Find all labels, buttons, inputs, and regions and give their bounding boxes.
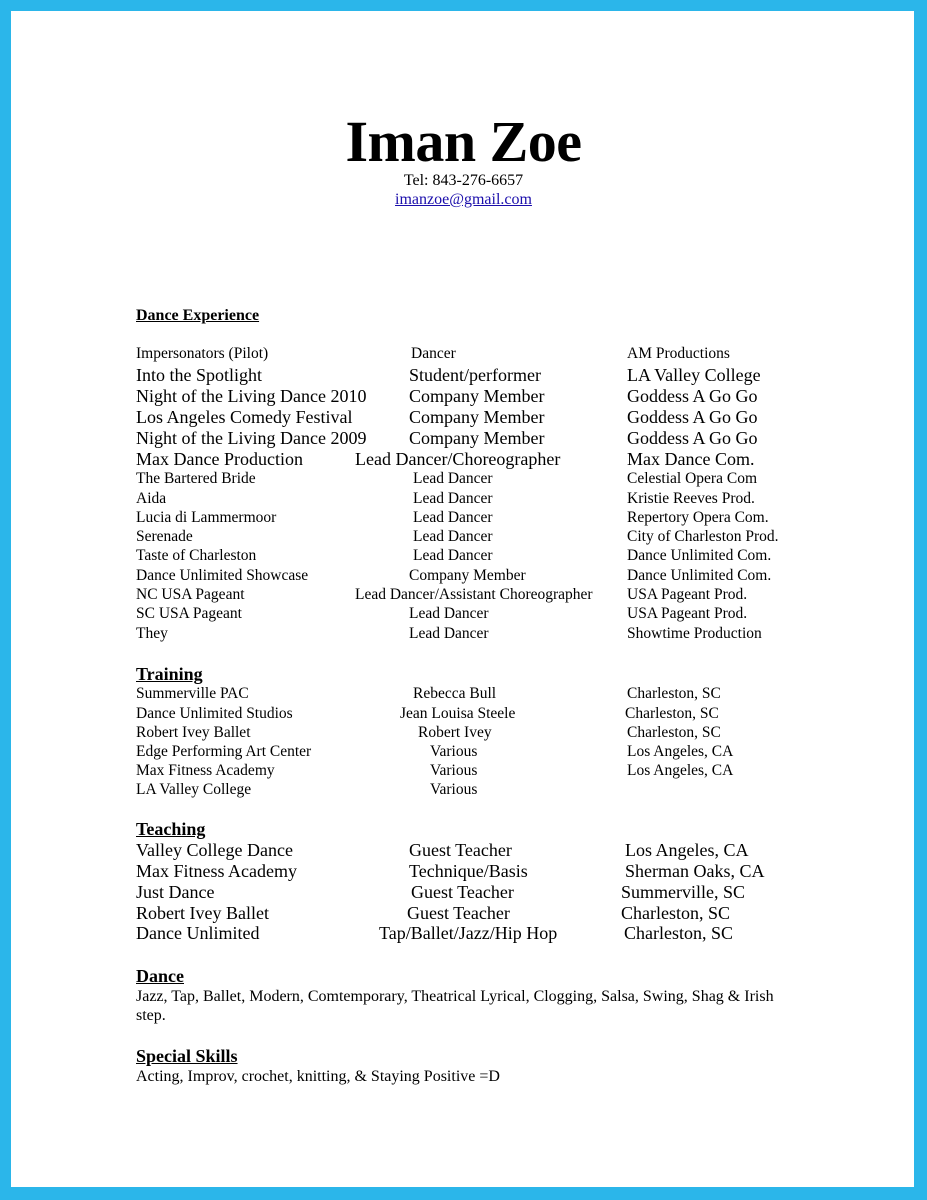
row-role: Company Member bbox=[409, 386, 545, 406]
row-title: SC USA Pageant bbox=[136, 605, 242, 622]
row-organization: Summerville, SC bbox=[621, 882, 746, 902]
row-title: Night of the Living Dance 2009 bbox=[136, 428, 367, 448]
row-title: They bbox=[136, 625, 168, 642]
row-organization: Goddess A Go Go bbox=[627, 407, 758, 427]
row-role: Lead Dancer/Choreographer bbox=[355, 449, 561, 469]
email-line bbox=[0, 191, 927, 209]
row-organization: Goddess A Go Go bbox=[627, 428, 758, 448]
row-title: Lucia di Lammermoor bbox=[136, 509, 277, 526]
section-heading-special-skills: Special Skills bbox=[136, 1046, 238, 1066]
section-heading-teaching: Teaching bbox=[136, 819, 206, 839]
row-organization: Max Dance Com. bbox=[627, 449, 755, 469]
row-title: Valley College Dance bbox=[136, 840, 293, 860]
special-skills-text: Acting, Improv, crochet, knitting, & Staying Positive =D bbox=[136, 1068, 500, 1085]
row-role: Tap/Ballet/Jazz/Hip Hop bbox=[379, 923, 558, 943]
row-organization: Charleston, SC bbox=[627, 724, 721, 741]
row-role: Guest Teacher bbox=[409, 840, 512, 860]
row-organization: Kristie Reeves Prod. bbox=[627, 490, 755, 507]
section-heading-dance-experience: Dance Experience bbox=[136, 307, 260, 324]
row-title: Just Dance bbox=[136, 882, 215, 902]
row-title: Impersonators (Pilot) bbox=[136, 345, 269, 362]
email-link[interactable]: imanzoe@gmail.com bbox=[395, 191, 532, 208]
row-organization: USA Pageant Prod. bbox=[627, 605, 748, 622]
row-title: Dance Unlimited Showcase bbox=[136, 567, 309, 584]
resume-name: Iman Zoe bbox=[345, 109, 582, 174]
row-role: Various bbox=[430, 781, 478, 798]
row-role: Various bbox=[430, 762, 478, 779]
row-title: Taste of Charleston bbox=[136, 547, 257, 564]
row-role: Lead Dancer bbox=[409, 605, 489, 622]
row-role: Robert Ivey bbox=[418, 724, 492, 741]
row-title: Night of the Living Dance 2010 bbox=[136, 386, 367, 406]
row-organization: Goddess A Go Go bbox=[627, 386, 758, 406]
row-organization: Los Angeles, CA bbox=[625, 840, 749, 860]
row-organization: Repertory Opera Com. bbox=[627, 509, 769, 526]
row-title: Dance Unlimited bbox=[136, 923, 260, 943]
row-role: Jean Louisa Steele bbox=[400, 705, 516, 722]
row-title: NC USA Pageant bbox=[136, 586, 245, 603]
row-organization: AM Productions bbox=[627, 345, 730, 362]
row-organization: City of Charleston Prod. bbox=[627, 528, 779, 545]
row-title: Summerville PAC bbox=[136, 685, 249, 702]
row-organization: Los Angeles, CA bbox=[627, 743, 734, 760]
row-title: Max Fitness Academy bbox=[136, 861, 297, 881]
row-role: Rebecca Bull bbox=[413, 685, 497, 702]
row-organization: LA Valley College bbox=[627, 365, 761, 385]
dance-styles-text: Jazz, Tap, Ballet, Modern, Comtemporary, Theatrical Lyrical, Clogging, Salsa, Swing, Shag & Irish step. bbox=[136, 988, 774, 1024]
row-title: The Bartered Bride bbox=[136, 470, 256, 487]
row-role: Student/performer bbox=[409, 365, 541, 385]
row-role: Dancer bbox=[411, 345, 456, 362]
row-role: Lead Dancer bbox=[413, 470, 493, 487]
row-role: Lead Dancer bbox=[413, 490, 493, 507]
row-role: Company Member bbox=[409, 407, 545, 427]
row-organization: USA Pageant Prod. bbox=[627, 586, 748, 603]
row-role: Company Member bbox=[409, 428, 545, 448]
row-title: Dance Unlimited Studios bbox=[136, 705, 293, 722]
row-organization: Los Angeles, CA bbox=[627, 762, 734, 779]
row-role: Lead Dancer bbox=[413, 528, 493, 545]
row-organization: Dance Unlimited Com. bbox=[627, 547, 772, 564]
row-organization: Charleston, SC bbox=[625, 705, 719, 722]
row-organization: Charleston, SC bbox=[627, 685, 721, 702]
row-organization: Charleston, SC bbox=[624, 923, 734, 943]
row-title: Aida bbox=[136, 490, 167, 507]
row-role: Company Member bbox=[409, 567, 526, 584]
row-role: Technique/Basis bbox=[409, 861, 528, 881]
row-organization: Celestial Opera Com bbox=[627, 470, 757, 487]
row-title: Serenade bbox=[136, 528, 193, 545]
row-role: Lead Dancer/Assistant Choreographer bbox=[355, 586, 593, 603]
row-role: Guest Teacher bbox=[407, 903, 510, 923]
row-title: Max Dance Production bbox=[136, 449, 303, 469]
row-role: Lead Dancer bbox=[413, 547, 493, 564]
row-title: LA Valley College bbox=[136, 781, 252, 798]
phone-number: Tel: 843-276-6657 bbox=[403, 172, 524, 189]
row-title: Max Fitness Academy bbox=[136, 762, 275, 779]
row-title: Into the Spotlight bbox=[136, 365, 262, 385]
row-title: Robert Ivey Ballet bbox=[136, 903, 269, 923]
row-organization: Dance Unlimited Com. bbox=[627, 567, 772, 584]
row-title: Los Angeles Comedy Festival bbox=[136, 407, 353, 427]
section-heading-dance: Dance bbox=[136, 966, 184, 986]
row-title: Edge Performing Art Center bbox=[136, 743, 312, 760]
row-organization: Charleston, SC bbox=[621, 903, 731, 923]
row-role: Lead Dancer bbox=[409, 625, 489, 642]
row-title: Robert Ivey Ballet bbox=[136, 724, 251, 741]
row-organization: Showtime Production bbox=[627, 625, 762, 642]
row-role: Various bbox=[430, 743, 478, 760]
section-heading-training: Training bbox=[136, 664, 203, 684]
row-role: Lead Dancer bbox=[413, 509, 493, 526]
row-role: Guest Teacher bbox=[411, 882, 514, 902]
row-organization: Sherman Oaks, CA bbox=[625, 861, 765, 881]
